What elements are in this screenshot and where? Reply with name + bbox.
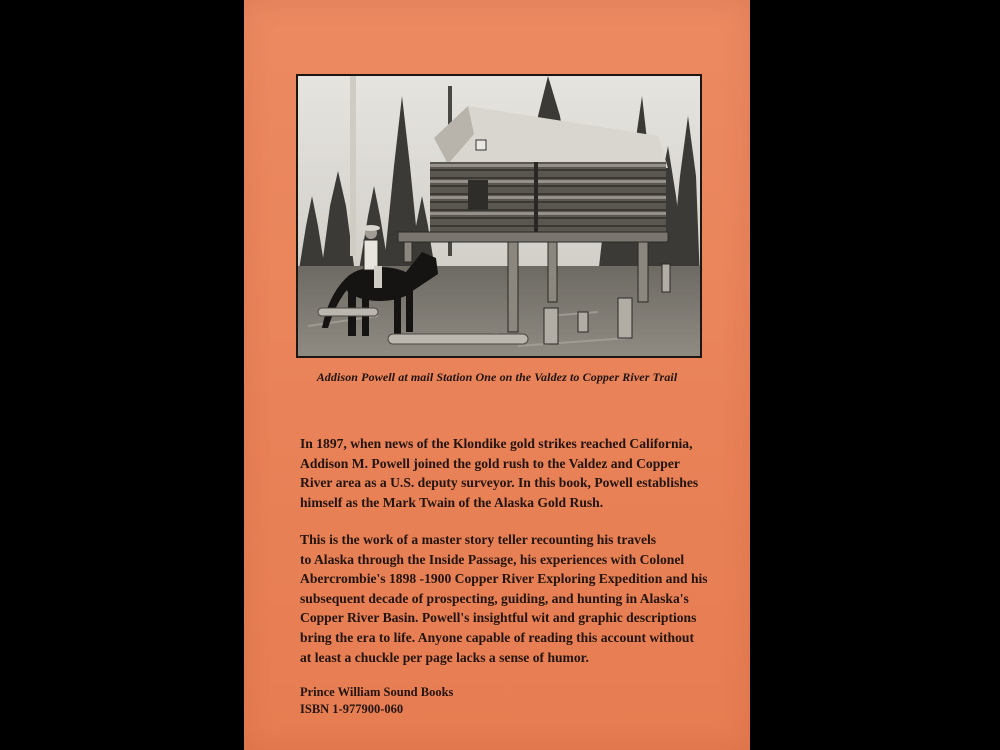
paragraph-line: himself as the Mark Twain of the Alaska Gold Rush.: [300, 494, 604, 510]
book-back-cover: [244, 0, 750, 750]
paragraph-line: In 1897, when news of the Klondike gold strikes reached California,: [300, 436, 693, 451]
paragraph-line: River area as a U.S. deputy surveyor. In this book, Powell establishes: [300, 475, 699, 491]
paragraph-line: This is the work of a master story teller recounting his travels: [300, 532, 657, 547]
historic-photo: [296, 74, 702, 358]
photo-caption: Addison Powell at mail Station One on the Valdez to Copper River Trail: [316, 370, 678, 384]
paragraph-line: Abercrombie's 1898 -1900 Copper River Exploring Expedition and his: [300, 571, 708, 587]
description-paragraph-2: [300, 530, 740, 667]
paragraph-line: to Alaska through the Inside Passage, his experiences with Colonel: [300, 551, 685, 567]
paragraph-line: at least a chuckle per page lacks a sense of humor.: [300, 649, 589, 665]
paragraph-line: bring the era to life. Anyone capable of reading this account without: [300, 629, 694, 645]
paragraph-line: Copper River Basin. Powell's insightful wit and graphic descriptions: [300, 610, 697, 626]
description-paragraph-1: [300, 434, 740, 512]
publisher-block: [300, 684, 453, 718]
isbn: ISBN 1-977900-060: [300, 702, 404, 716]
paragraph-line: subsequent decade of prospecting, guiding, and hunting in Alaska's: [300, 590, 689, 606]
paragraph-line: Addison M. Powell joined the gold rush to the Valdez and Copper: [300, 455, 680, 471]
photo-log-cabin-cache: [298, 76, 700, 356]
publisher-name: Prince William Sound Books: [300, 685, 454, 699]
